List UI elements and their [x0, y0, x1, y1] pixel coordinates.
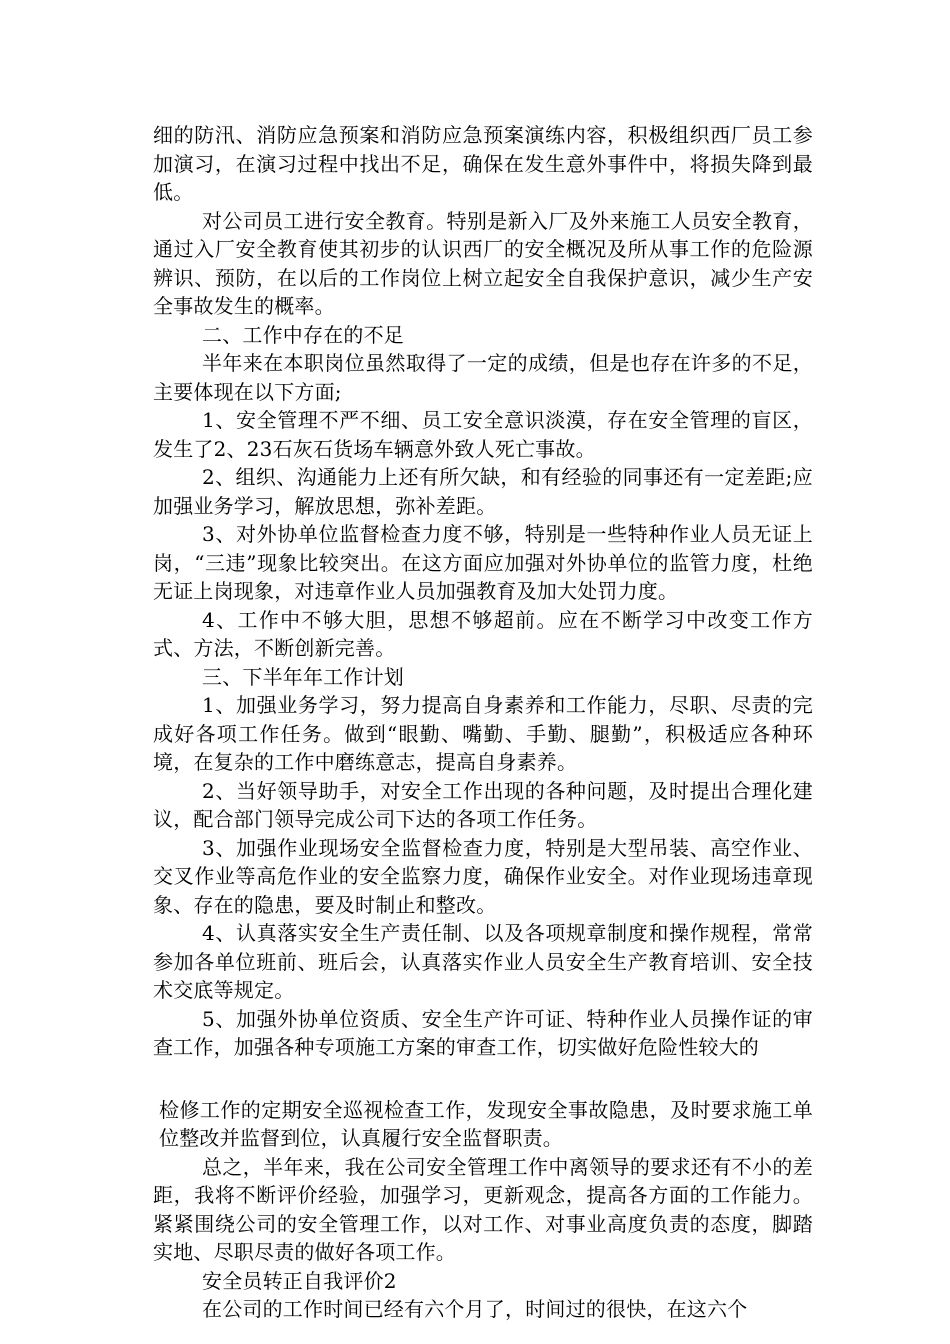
paragraph: 5、加强外协单位资质、安全生产许可证、特种作业人员操作证的审查工作，加强各种专项施工方案的审查工作，切实做好危险性较大的 — [153, 1006, 813, 1059]
paragraph: 对公司员工进行安全教育。特别是新入厂及外来施工人员安全教育，通过入厂安全教育使其初步的认识西厂的安全概况及所从事工作的危险源辨识、预防，在以后的工作岗位上树立起安全自我保护意识，减少生产安全事故发生的概率。 — [153, 208, 813, 318]
paragraph: 检修工作的定期安全巡视检查工作，发现安全事故隐患，及时要求施工单位整改并监督到位，认真履行安全监督职责。 — [159, 1097, 813, 1150]
paragraph: 总之，半年来，我在公司安全管理工作中离领导的要求还有不小的差距，我将不断评价经验，加强学习，更新观念，提高各方面的工作能力。紧紧围绕公司的安全管理工作，以对工作、对事业高度负责的态度，脚踏实地、尽职尽责的做好各项工作。 — [153, 1154, 813, 1264]
paragraph: 2、当好领导助手，对安全工作出现的各种问题，及时提出合理化建议，配合部门领导完成公司下达的各项工作任务。 — [153, 778, 813, 831]
paragraph: 3、加强作业现场安全监督检查力度，特别是大型吊装、高空作业、交叉作业等高危作业的安全监察力度，确保作业安全。对作业现场违章现象、存在的隐患，要及时制止和整改。 — [153, 835, 813, 917]
paragraph: 二、工作中存在的不足 — [202, 322, 404, 347]
paragraph: 在公司的工作时间已经有六个月了，时间过的很快，在这六个 — [202, 1297, 748, 1321]
paragraph: 1、加强业务学习，努力提高自身素养和工作能力，尽职、尽责的完成好各项工作任务。做到“眼勤、嘴勤、手勤、腿勤”，积极适应各种环境，在复杂的工作中磨练意志，提高自身素养。 — [153, 693, 813, 774]
paragraph: 三、下半年年工作计划 — [202, 664, 404, 689]
paragraph: 半年来在本职岗位虽然取得了一定的成绩，但是也存在许多的不足，主要体现在以下方面; — [153, 351, 813, 404]
paragraph: 安全员转正自我评价2 — [202, 1268, 397, 1293]
paragraph: 3、对外协单位监督检查力度不够，特别是一些特种作业人员无证上岗，“三违”现象比较突出。在这方面应加强对外协单位的监管力度，杜绝无证上岗现象，对违章作业人员加强教育及加大处罚力度。 — [153, 522, 813, 603]
document-body — [153, 121, 813, 1324]
paragraph: 1、安全管理不严不细、员工安全意识淡漠，存在安全管理的盲区，发生了2、23石灰石货场车辆意外致人死亡事故。 — [153, 408, 813, 461]
text-section-b — [153, 1096, 813, 1324]
paragraph: 2、组织、沟通能力上还有所欠缺，和有经验的同事还有一定差距;应加强业务学习，解放思想，弥补差距。 — [153, 465, 813, 518]
page-break-gap — [153, 1062, 813, 1096]
paragraph: 细的防汛、消防应急预案和消防应急预案演练内容，积极组织西厂员工参加演习，在演习过程中找出不足，确保在发生意外事件中，将损失降到最低。 — [153, 123, 813, 204]
text-section-a — [153, 121, 813, 1062]
paragraph: 4、工作中不够大胆，思想不够超前。应在不断学习中改变工作方式、方法，不断创新完善。 — [153, 607, 813, 660]
paragraph: 4、认真落实安全生产责任制、以及各项规章制度和操作规程，常常参加各单位班前、班后会，认真落实作业人员安全生产教育培训、安全技术交底等规定。 — [153, 921, 813, 1002]
